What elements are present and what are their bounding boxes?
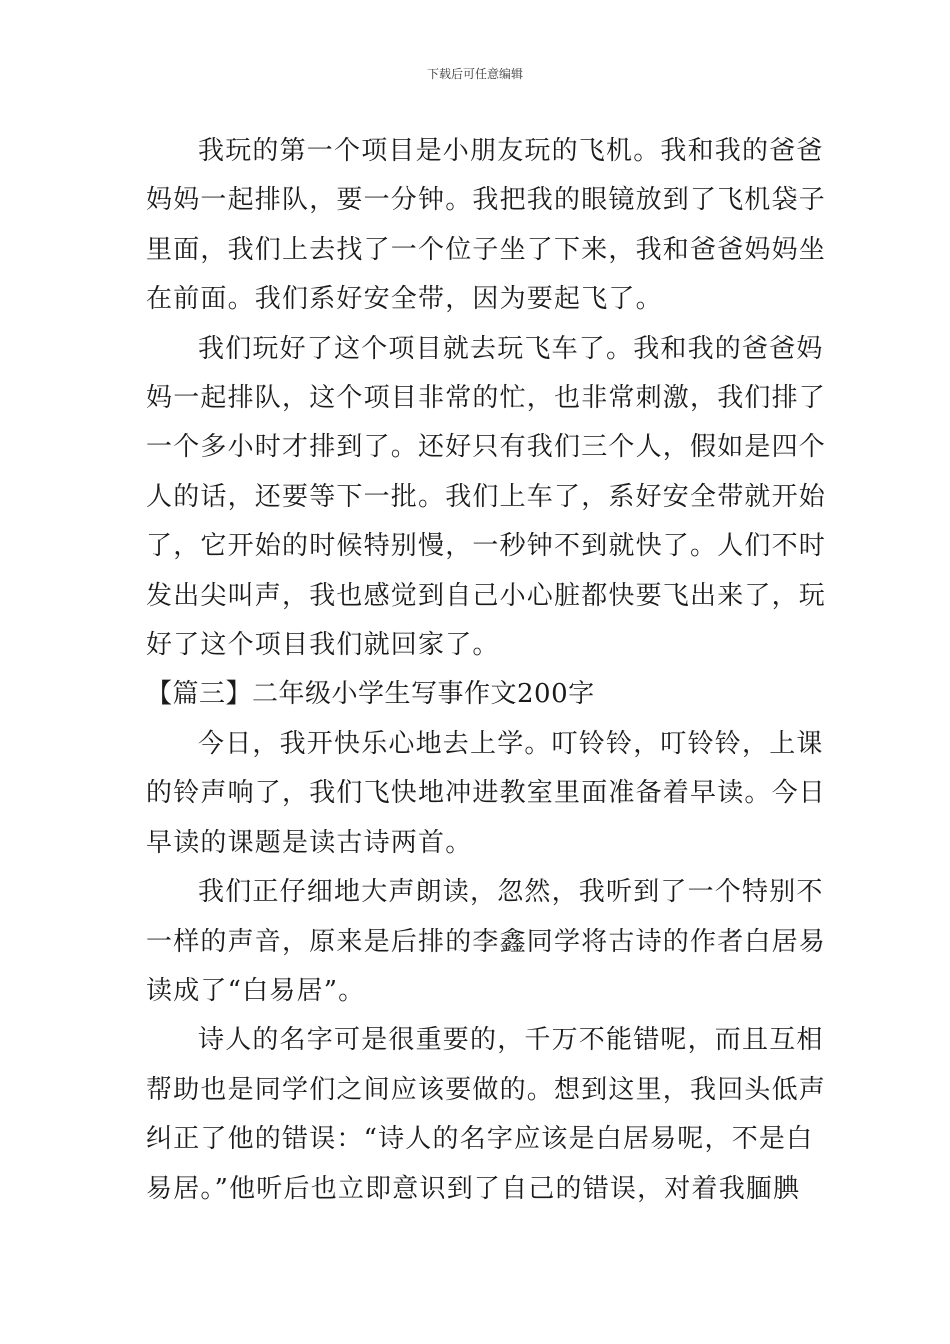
paragraph-flying-car [146, 325, 827, 671]
paragraph-airplane-ride [146, 127, 827, 325]
text-line: 了，它开始的时候特别慢，一秒钟不到就快了。人们不时 [146, 531, 827, 562]
paragraph-going-to-school [146, 720, 827, 868]
text-line: 好了这个项目我们就回家了。 [146, 630, 500, 661]
section-heading: 【篇三】二年级小学生写事作文200字 [146, 679, 595, 710]
paragraph-reading-aloud [146, 868, 827, 1016]
text-line: 一个多小时才排到了。还好只有我们三个人，假如是四个 [146, 432, 827, 463]
text-line: 发出尖叫声，我也感觉到自己小心脏都快要飞出来了，玩 [146, 580, 827, 611]
text-line: 妈一起排队，这个项目非常的忙，也非常刺激，我们排了 [146, 383, 827, 414]
page-header-note: 下载后可任意编辑 [426, 67, 523, 81]
text-line: 的铃声响了，我们飞快地冲进教室里面准备着早读。今日 [146, 778, 827, 809]
text-line: 纠正了他的错误：“诗人的名字应该是白居易呢，不是白 [146, 1124, 814, 1155]
text-line: 一样的声音，原来是后排的李鑫同学将古诗的作者白居易 [146, 926, 827, 957]
text-line: 我玩的第一个项目是小朋友玩的飞机。我和我的爸爸 [198, 136, 824, 166]
text-line: 诗人的名字可是很重要的，千万不能错呢，而且互相 [198, 1025, 824, 1056]
text-line: 我们正仔细地大声朗读，忽然，我听到了一个特别不 [198, 877, 824, 908]
text-line: 早读的课题是读古诗两首。 [146, 827, 473, 858]
text-line: 在前面。我们系好安全带，因为要起飞了。 [146, 284, 663, 315]
text-line: 读成了“白易居”。 [146, 975, 366, 1006]
text-line: 今日，我开快乐心地去上学。叮铃铃，叮铃铃，上课 [198, 728, 824, 759]
text-line: 妈妈一起排队，要一分钟。我把我的眼镜放到了飞机袋子 [146, 185, 827, 216]
paragraph-correcting-error [146, 1016, 827, 1214]
document-body [146, 127, 827, 1214]
text-line: 易居。”他听后也立即意识到了自己的错误，对着我腼腆 [146, 1173, 801, 1204]
text-line: 里面，我们上去找了一个位子坐了下来，我和爸爸妈妈坐 [146, 234, 827, 265]
text-line: 我们玩好了这个项目就去玩飞车了。我和我的爸爸妈 [198, 333, 824, 364]
text-line: 帮助也是同学们之间应该要做的。想到这里，我回头低声 [146, 1074, 827, 1105]
text-line: 人的话，还要等下一批。我们上车了，系好安全带就开始 [146, 481, 827, 512]
